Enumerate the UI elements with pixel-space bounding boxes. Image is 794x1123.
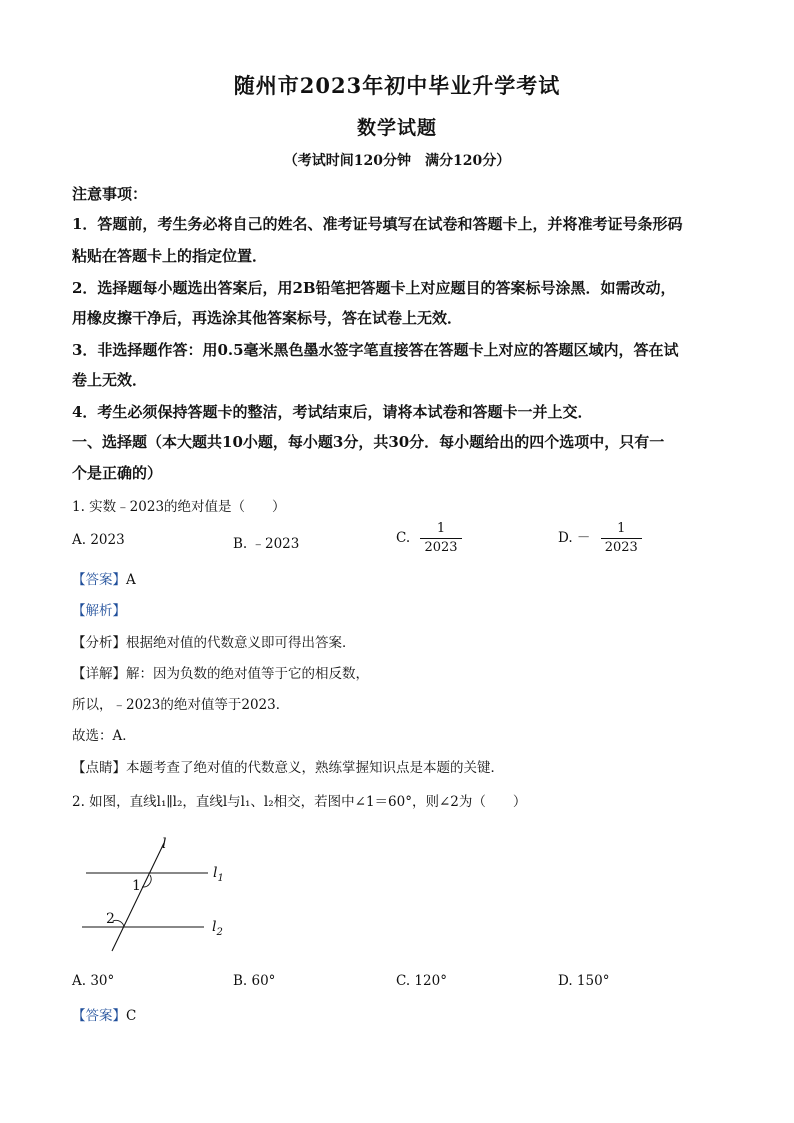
q2-answer xyxy=(72,1004,732,1024)
label-l2-sub: 2 xyxy=(216,927,223,938)
q1-dianjing xyxy=(72,756,732,776)
label-angle-1: 1 xyxy=(132,878,141,894)
answer-tag: 【答案】 xyxy=(72,1008,126,1024)
q1-option-d-letter: D. － xyxy=(558,530,591,546)
label-l1-sub: 1 xyxy=(217,873,224,884)
q2-option-b: B. 60° xyxy=(233,973,276,989)
exam-title: 随州市2023年初中毕业升学考试 xyxy=(233,73,561,98)
q1-fenxi xyxy=(72,631,732,651)
notice-line: 粘贴在答题卡上的指定位置． xyxy=(72,247,268,265)
section-heading: 一、选择题（本大题共10小题，每小题3分，共30分．每小题给出的四个选项中，只有一 xyxy=(72,433,665,451)
section-heading-cont: 个是正确的） xyxy=(72,464,163,482)
line-l xyxy=(112,843,164,951)
answer-value: A xyxy=(126,572,136,588)
exam-info: （考试时间120分钟 满分120分） xyxy=(283,153,511,169)
notice-line: 1．答题前，考生务必将自己的姓名、准考证号填写在试卷和答题卡上，并将准考证号条形码 xyxy=(72,215,683,233)
analysis-tag: 【解析】 xyxy=(72,603,126,619)
fenxi-tag: 【分析】 xyxy=(72,635,126,651)
label-l2 xyxy=(212,919,223,938)
q1-choice: 故选：A． xyxy=(72,728,136,744)
exam-subject: 数学试题 xyxy=(356,117,437,139)
parallel-lines-diagram xyxy=(78,835,238,955)
notice-heading: 注意事项： xyxy=(72,185,148,203)
q1-option-d xyxy=(558,520,642,557)
notice-line: 用橡皮擦干净后，再选涂其他答案标号，答在试卷上无效． xyxy=(72,309,463,327)
question-2-stem: 2. 如图，直线l₁∥l₂，直线l与l₁、l₂相交，若图中∠1＝60°，则∠2为（ ） xyxy=(72,794,527,810)
fraction-numerator: 1 xyxy=(420,520,461,539)
xiangjie-text: 解：因为负数的绝对值等于它的相反数， xyxy=(126,666,369,682)
fenxi-text: 根据绝对值的代数意义即可得出答案． xyxy=(126,635,356,651)
xiangjie-tag: 【详解】 xyxy=(72,666,126,682)
label-l2-main: l xyxy=(212,919,217,935)
q1-option-c-letter: C. xyxy=(396,530,411,546)
answer-tag: 【答案】 xyxy=(72,572,126,588)
q1-xiangjie xyxy=(72,662,732,682)
q1-option-d-fraction xyxy=(601,520,642,557)
q1-answer xyxy=(72,568,732,588)
label-l: l xyxy=(162,836,167,852)
fraction-numerator: 1 xyxy=(601,520,642,539)
q2-figure xyxy=(78,835,238,959)
q2-option-a: A. 30° xyxy=(72,973,115,989)
fraction-denominator: 2023 xyxy=(424,540,458,555)
q1-so: 所以，﹣2023的绝对值等于2023． xyxy=(72,697,290,713)
label-angle-2: 2 xyxy=(106,911,115,927)
label-l1 xyxy=(213,865,224,884)
q2-option-d: D. 150° xyxy=(558,973,610,989)
q2-option-c: C. 120° xyxy=(396,973,447,989)
q1-option-b: B. ﹣2023 xyxy=(233,536,300,552)
label-l1-main: l xyxy=(213,865,218,881)
notice-line: 4．考生必须保持答题卡的整洁，考试结束后，请将本试卷和答题卡一并上交． xyxy=(72,403,593,421)
fraction-denominator: 2023 xyxy=(604,540,638,555)
dianjing-tag: 【点睛】 xyxy=(72,760,126,776)
answer-value: C xyxy=(126,1008,137,1024)
question-1-stem: 1. 实数﹣2023的绝对值是（ ） xyxy=(72,499,286,515)
q1-option-a: A. 2023 xyxy=(72,532,125,548)
q1-analysis xyxy=(72,599,732,619)
notice-line: 2．选择题每小题选出答案后，用2B铅笔把答题卡上对应题目的答案标号涂黑．如需改动， xyxy=(72,279,676,297)
q1-option-c-fraction xyxy=(420,520,461,557)
q1-option-c xyxy=(396,520,462,557)
dianjing-text: 本题考查了绝对值的代数意义，熟练掌握知识点是本题的关键． xyxy=(126,760,504,776)
notice-line: 3．非选择题作答：用0.5毫米黑色墨水签字笔直接答在答题卡上对应的答题区域内，答在试 xyxy=(72,341,679,359)
notice-line: 卷上无效． xyxy=(72,371,148,389)
